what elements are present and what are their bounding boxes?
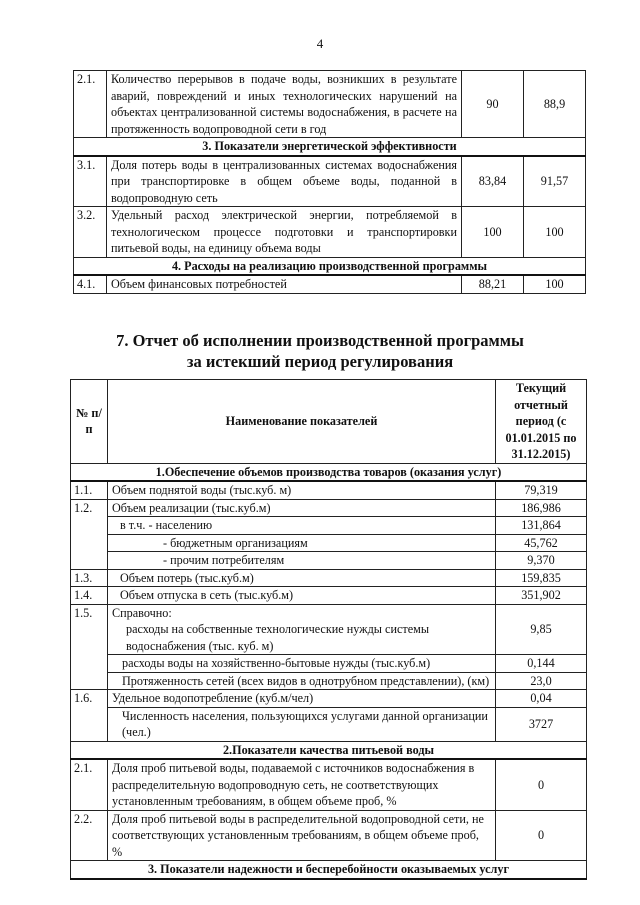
reference-label: Справочно: — [112, 605, 172, 620]
section-row — [71, 741, 587, 759]
row-number: 1.4. — [71, 587, 108, 605]
table-row — [71, 517, 587, 535]
indicator-name: Доля проб питьевой воды, подаваемой с источников водоснабжения в распределительную водопроводную сеть, не соответствующих установленным требованиям, в общем объеме проб, % — [108, 759, 496, 810]
table-row — [71, 569, 587, 587]
section-title: 3. Показатели энергетической эффективности — [74, 138, 586, 156]
table-row — [71, 604, 587, 655]
table-row — [74, 207, 586, 258]
column-header-name: Наименование показателей — [108, 380, 496, 464]
table-row — [71, 499, 587, 517]
indicator-name: Объем финансовых потребностей — [107, 275, 462, 293]
table-row — [71, 810, 587, 861]
column-header-number: № п/п — [71, 380, 108, 464]
production-report-table — [70, 379, 587, 880]
indicator-value: 159,835 — [496, 569, 587, 587]
indicator-value: 131,864 — [496, 517, 587, 535]
section-row — [71, 861, 587, 879]
indicator-text: расходы на собственные технологические нужды системы водоснабжения (тыс. куб. м) — [126, 622, 430, 653]
table-row — [71, 759, 587, 810]
indicator-value: 0 — [496, 759, 587, 810]
row-number: 1.3. — [71, 569, 108, 587]
table-row — [71, 587, 587, 605]
heading-line-2: за истекший период регулирования — [186, 352, 454, 371]
table-row — [71, 552, 587, 570]
table-row — [71, 655, 587, 673]
indicator-name — [108, 604, 496, 655]
indicator-value: 3727 — [496, 707, 587, 741]
row-number: 2.1. — [71, 759, 108, 810]
indicator-name: Удельное водопотребление (куб.м/чел) — [108, 690, 496, 708]
value-fact: 100 — [524, 207, 586, 258]
row-number: 3.1. — [74, 156, 107, 207]
indicator-value: 0,144 — [496, 655, 587, 673]
row-number: 2.2. — [71, 810, 108, 861]
table-row — [71, 534, 587, 552]
section-row — [74, 138, 586, 156]
row-number: 1.2. — [71, 499, 108, 569]
indicator-name: Объем поднятой воды (тыс.куб. м) — [108, 481, 496, 499]
value-plan: 100 — [462, 207, 524, 258]
section-row — [71, 463, 587, 481]
indicator-name: расходы воды на хозяйственно-бытовые нужды (тыс.куб.м) — [108, 655, 496, 673]
indicator-name: Доля потерь воды в централизованных системах водоснабжения при транспортировке в общем объеме воды, поданной в водопроводную сеть — [107, 156, 462, 207]
value-plan: 88,21 — [462, 275, 524, 293]
indicator-value: 9,370 — [496, 552, 587, 570]
row-number: 1.5. — [71, 604, 108, 690]
row-number: 1.6. — [71, 690, 108, 742]
indicator-value: 45,762 — [496, 534, 587, 552]
indicator-name: в т.ч. - населению — [108, 517, 496, 535]
row-number: 3.2. — [74, 207, 107, 258]
table-header-row — [71, 380, 587, 464]
indicator-value: 0,04 — [496, 690, 587, 708]
indicator-name: - бюджетным организациям — [108, 534, 496, 552]
table-row — [71, 481, 587, 499]
section-title: 1.Обеспечение объемов производства товаров (оказания услуг) — [71, 463, 587, 481]
indicator-name: Объем реализации (тыс.куб.м) — [108, 499, 496, 517]
indicators-table-continued — [73, 70, 586, 294]
heading-line-1: 7. Отчет об исполнении производственной программы — [116, 331, 524, 350]
value-plan: 90 — [462, 71, 524, 138]
indicator-name: Численность населения, пользующихся услугами данной организации (чел.) — [108, 707, 496, 741]
indicator-value: 351,902 — [496, 587, 587, 605]
table-row — [74, 71, 586, 138]
indicator-name: Удельный расход электрической энергии, потребляемой в технологическом процессе подготовки и транспортировки питьевой воды, на единицу объема воды — [107, 207, 462, 258]
indicator-value: 79,319 — [496, 481, 587, 499]
indicator-name: Доля проб питьевой воды в распределительной водопроводной сети, не соответствующих установленным требованиям, в общем объеме проб, % — [108, 810, 496, 861]
table-row — [74, 156, 586, 207]
row-number: 2.1. — [74, 71, 107, 138]
indicator-name: - прочим потребителям — [108, 552, 496, 570]
section-row — [74, 257, 586, 275]
table-row — [74, 275, 586, 293]
value-fact: 100 — [524, 275, 586, 293]
table-row — [71, 672, 587, 690]
value-fact: 88,9 — [524, 71, 586, 138]
value-plan: 83,84 — [462, 156, 524, 207]
section-title: 2.Показатели качества питьевой воды — [71, 741, 587, 759]
indicator-value: 23,0 — [496, 672, 587, 690]
value-fact: 91,57 — [524, 156, 586, 207]
indicator-name: Объем потерь (тыс.куб.м) — [108, 569, 496, 587]
column-header-period: Текущий отчетный период (с 01.01.2015 по 31.12.2015) — [496, 380, 587, 464]
table-row — [71, 690, 587, 708]
indicator-name: Протяженность сетей (всех видов в однотрубном представлении), (км) — [108, 672, 496, 690]
section-title: 4. Расходы на реализацию производственной программы — [74, 257, 586, 275]
indicator-value: 9,85 — [496, 604, 587, 655]
indicator-name: Объем отпуска в сеть (тыс.куб.м) — [108, 587, 496, 605]
section-title: 3. Показатели надежности и бесперебойности оказываемых услуг — [71, 861, 587, 879]
page-number: 4 — [316, 36, 324, 51]
indicator-name: Количество перерывов в подаче воды, возникших в результате аварий, повреждений и иных технологических нарушений на объектах централизованной системы водоснабжения, в расчете на протяженность водопроводной сети в год — [107, 71, 462, 138]
table-row — [71, 707, 587, 741]
row-number: 1.1. — [71, 481, 108, 499]
row-number: 4.1. — [74, 275, 107, 293]
indicator-value: 0 — [496, 810, 587, 861]
indicator-value: 186,986 — [496, 499, 587, 517]
section-heading — [0, 330, 640, 372]
